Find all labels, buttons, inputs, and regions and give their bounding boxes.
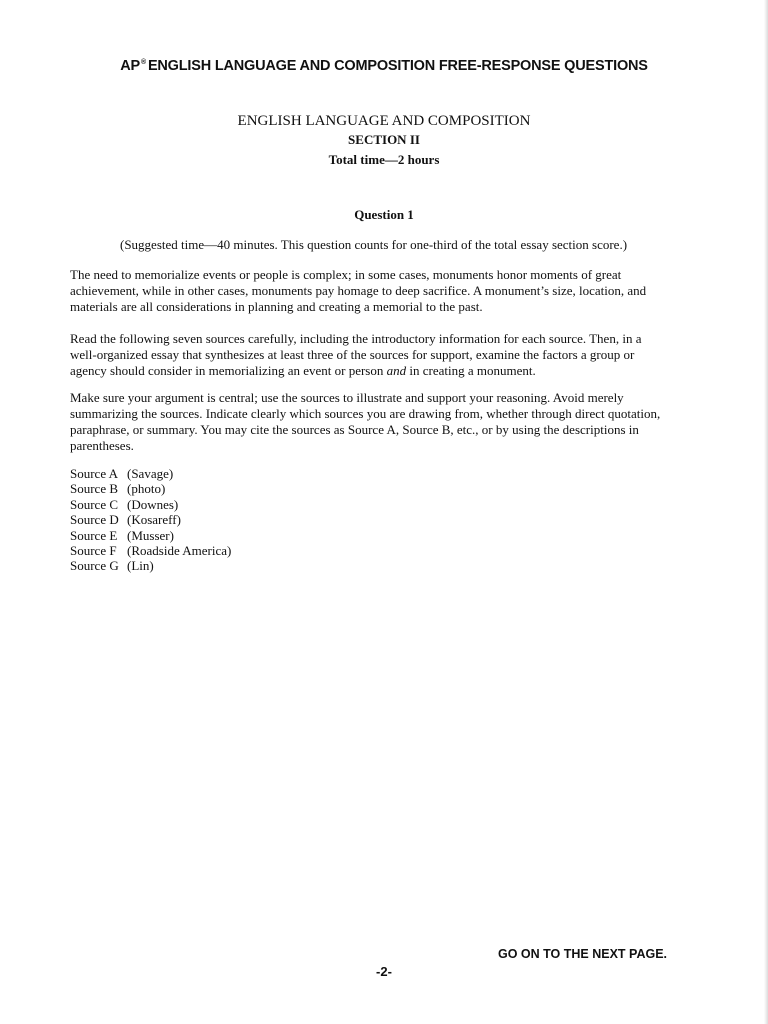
source-description: (Kosareff) xyxy=(127,512,181,528)
prompt-paragraph-task xyxy=(70,331,668,379)
header-prefix: AP xyxy=(120,58,140,74)
registered-mark: ® xyxy=(140,59,146,66)
source-label: Source D xyxy=(70,512,119,528)
source-item xyxy=(70,558,231,573)
header-title: ENGLISH LANGUAGE AND COMPOSITION FREE-RESPONSE QUESTIONS xyxy=(147,58,648,74)
source-label: Source A xyxy=(70,466,119,481)
prompt-paragraph-instructions: Make sure your argument is central; use the sources to illustrate and support your reasoning. Avoid merely summarizing the sources. Indicate clearly which sources you are drawing from, whether through direct quotation, paraphrase, or summary. You may cite the sources as Source A, Source B, etc., or by using the descriptions in parentheses. xyxy=(70,390,661,453)
exam-name: ENGLISH LANGUAGE AND COMPOSITION xyxy=(237,113,531,129)
source-label: Source G xyxy=(70,558,119,574)
task-text-emphasis: and xyxy=(386,363,407,378)
source-item xyxy=(70,466,231,481)
task-text-after: in creating a monument. xyxy=(406,363,536,378)
source-description: (photo) xyxy=(127,481,166,497)
page-number: -2- xyxy=(376,964,392,979)
source-description: (Downes) xyxy=(127,496,179,512)
source-label: Source C xyxy=(70,496,119,512)
question-title: Question 1 xyxy=(354,207,414,222)
suggested-time-note: (Suggested time—40 minutes. This question counts for one-third of the total essay section score.) xyxy=(120,237,628,252)
source-label: Source B xyxy=(70,481,119,497)
source-list xyxy=(70,466,231,574)
section-heading xyxy=(0,112,768,170)
source-label: Source F xyxy=(70,543,117,559)
total-time: Total time—2 hours xyxy=(328,152,440,167)
source-item xyxy=(70,481,231,496)
source-item xyxy=(70,528,231,543)
prompt-paragraph-intro: The need to memorialize events or people is complex; in some cases, monuments honor moments of great achievement, while in other cases, monuments pay homage to deep sacrifice. A monument’s size, location, and materials are all considerations in planning and creating a memorial to the past. xyxy=(70,267,647,314)
go-on-instruction: GO ON TO THE NEXT PAGE. xyxy=(498,947,668,961)
source-description: (Roadside America) xyxy=(127,543,232,559)
source-description: (Musser) xyxy=(127,527,174,543)
section-label: SECTION II xyxy=(348,132,420,147)
source-label: Source E xyxy=(70,527,118,543)
source-item xyxy=(70,497,231,512)
source-description: (Savage) xyxy=(127,466,174,481)
source-item xyxy=(70,512,231,527)
page-header xyxy=(0,58,768,74)
source-description: (Lin) xyxy=(127,558,154,574)
source-item xyxy=(70,543,231,558)
task-text-before: Read the following seven sources carefully, including the introductory information for each source. Then, in a well-organized essay that synthesizes at least three of the sources for support, examine the factors a group or agency should consider in memorializing an event or person xyxy=(70,331,642,378)
